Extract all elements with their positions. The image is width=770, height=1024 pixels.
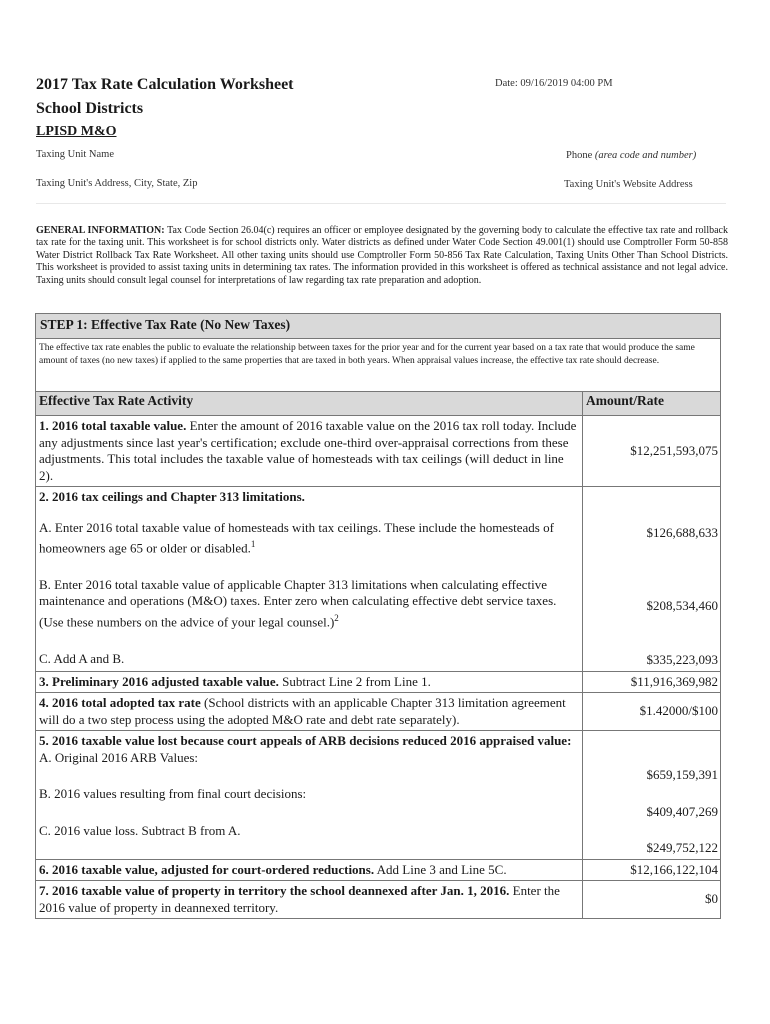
general-information-text: Tax Code Section 26.04(c) requires an officer or employee designated by the governing body to calculate the effective tax rate and rollback tax rate for the taxing unit. This worksheet is for school districts only. Water districts as defined under Water Code Section 49.001(1) should use Comptroller Form 50-858 Water District Rollback Tax Rate Worksheet. All other taxing units should use Comptroller Form 50-856 Tax Rate Calculation, Taxing Units Other Than School Districts. This worksheet is provided to assist taxing units in determining tax rates. The information provided in this worksheet is offered as technical assistance and not legal advice. Taxing units should consult legal counsel for interpretations of law regarding tax rate preparation and adoption. [36, 225, 728, 286]
line5-description [36, 731, 583, 860]
line5-amounts [583, 731, 721, 860]
line3-amount: $11,916,369,982 [583, 671, 721, 693]
table-row-line2-header [36, 487, 721, 672]
line2c-amount: $335,223,093 [646, 652, 718, 667]
line4-bold: 4. 2016 total adopted tax rate [39, 695, 201, 710]
label-address: Taxing Unit's Address, City, State, Zip [36, 178, 198, 189]
col-header-activity: Effective Tax Rate Activity [36, 392, 583, 416]
line5c-text: C. 2016 value loss. Subtract B from A. [39, 822, 241, 838]
line5a-text: A. Original 2016 ARB Values: [39, 749, 199, 765]
header-divider [36, 203, 726, 204]
table-row-line5 [36, 731, 721, 860]
line2-description [36, 487, 583, 672]
taxing-unit-name: LPISD M&O [36, 124, 117, 139]
line4-description [36, 693, 583, 731]
line6-description [36, 859, 583, 881]
line1-amount: $12,251,593,075 [583, 416, 721, 487]
label-phone [566, 150, 696, 161]
line2b-amount: $208,534,460 [646, 597, 718, 613]
line7-bold: 7. 2016 taxable value of property in territory the school deannexed after Jan. 1, 2016. [39, 883, 510, 898]
line3-bold: 3. Preliminary 2016 adjusted taxable value. [39, 673, 279, 689]
line6-text: Add Line 3 and Line 5C. [374, 861, 507, 877]
line6-amount: $12,166,122,104 [583, 859, 721, 881]
table-row-line3 [36, 671, 721, 693]
line1-description [36, 416, 583, 487]
table-header-row [36, 392, 721, 416]
line5a-amount: $659,159,391 [646, 767, 718, 782]
line7-description [36, 881, 583, 919]
table-row-line6 [36, 859, 721, 881]
worksheet-table [35, 391, 721, 919]
line5-bold: 5. 2016 taxable value lost because court appeals of ARB decisions reduced 2016 appraised value: [39, 733, 572, 748]
line1-bold: 1. 2016 total taxable value. [39, 418, 187, 433]
table-row-line1 [36, 416, 721, 487]
table-row-line4 [36, 693, 721, 731]
line3-description [36, 671, 583, 693]
line2a-text: A. Enter 2016 total taxable value of homesteads with tax ceilings. These include the homesteads of homeowners age 65 or older or disabled. [39, 519, 554, 556]
line4-text: (School districts with an applicable Chapter 313 limitation agreement will do a two step process using the adopted M&O rate and debt rate separately). [39, 695, 566, 727]
date-stamp: Date: 09/16/2019 04:00 PM [495, 78, 613, 89]
line2a-footnote: 1 [250, 539, 256, 549]
line7-amount: $0 [583, 881, 721, 919]
line2b-footnote: 2 [334, 612, 339, 623]
label-phone-text: Phone [566, 150, 593, 161]
line2-amounts [583, 487, 721, 672]
col-header-amount: Amount/Rate [583, 392, 721, 416]
general-information [36, 225, 728, 287]
label-phone-hint: (area code and number) [594, 150, 697, 161]
page-subtitle: School Districts [36, 100, 144, 117]
general-information-lead: GENERAL INFORMATION: [36, 225, 165, 236]
line3-text: Subtract Line 2 from Line 1. [278, 673, 431, 689]
label-taxing-unit-name: Taxing Unit Name [36, 149, 114, 160]
line5c-amount: $249,752,122 [646, 840, 718, 855]
line5b-amount: $409,407,269 [646, 803, 718, 819]
page-title: 2017 Tax Rate Calculation Worksheet [36, 76, 294, 93]
line1-text: Enter the amount of 2016 taxable value on the 2016 tax roll today. Include any adjustments since last year's certification; exclude one-third over-appraisal corrections from these adjustments. This total includes the taxable value of homesteads with tax ceilings (will deduct in line 2). [39, 418, 577, 483]
line4-amount: $1.42000/$100 [583, 693, 721, 731]
label-website: Taxing Unit's Website Address [564, 179, 693, 190]
line5b-text: B. 2016 values resulting from final court decisions: [39, 786, 307, 801]
step1-description: The effective tax rate enables the public to evaluate the relationship between taxes for the prior year and for the current year based on a tax rate that would produce the same amount of taxes (no new taxes) if applied to the same properties that are taxed in both years. When appraisal values increase, the effective tax rate should decrease. [35, 339, 721, 391]
line2-bold: 2. 2016 tax ceilings and Chapter 313 limitations. [39, 489, 305, 504]
line6-bold: 6. 2016 taxable value, adjusted for court-ordered reductions. [39, 861, 375, 877]
line2b-text: B. Enter 2016 total taxable value of applicable Chapter 313 limitations when calculating effective maintenance and operations (M&O) taxes. Enter zero when calculating effective debt service taxes. (Use these numbers on the advice of your legal counsel.) [39, 576, 557, 630]
line2a-amount: $126,688,633 [646, 525, 718, 540]
table-row-line7 [36, 881, 721, 919]
line7-text: Enter the 2016 value of property in deannexed territory. [39, 883, 560, 915]
line2c-text: C. Add A and B. [39, 650, 125, 666]
step1-heading: STEP 1: Effective Tax Rate (No New Taxes) [35, 313, 721, 339]
